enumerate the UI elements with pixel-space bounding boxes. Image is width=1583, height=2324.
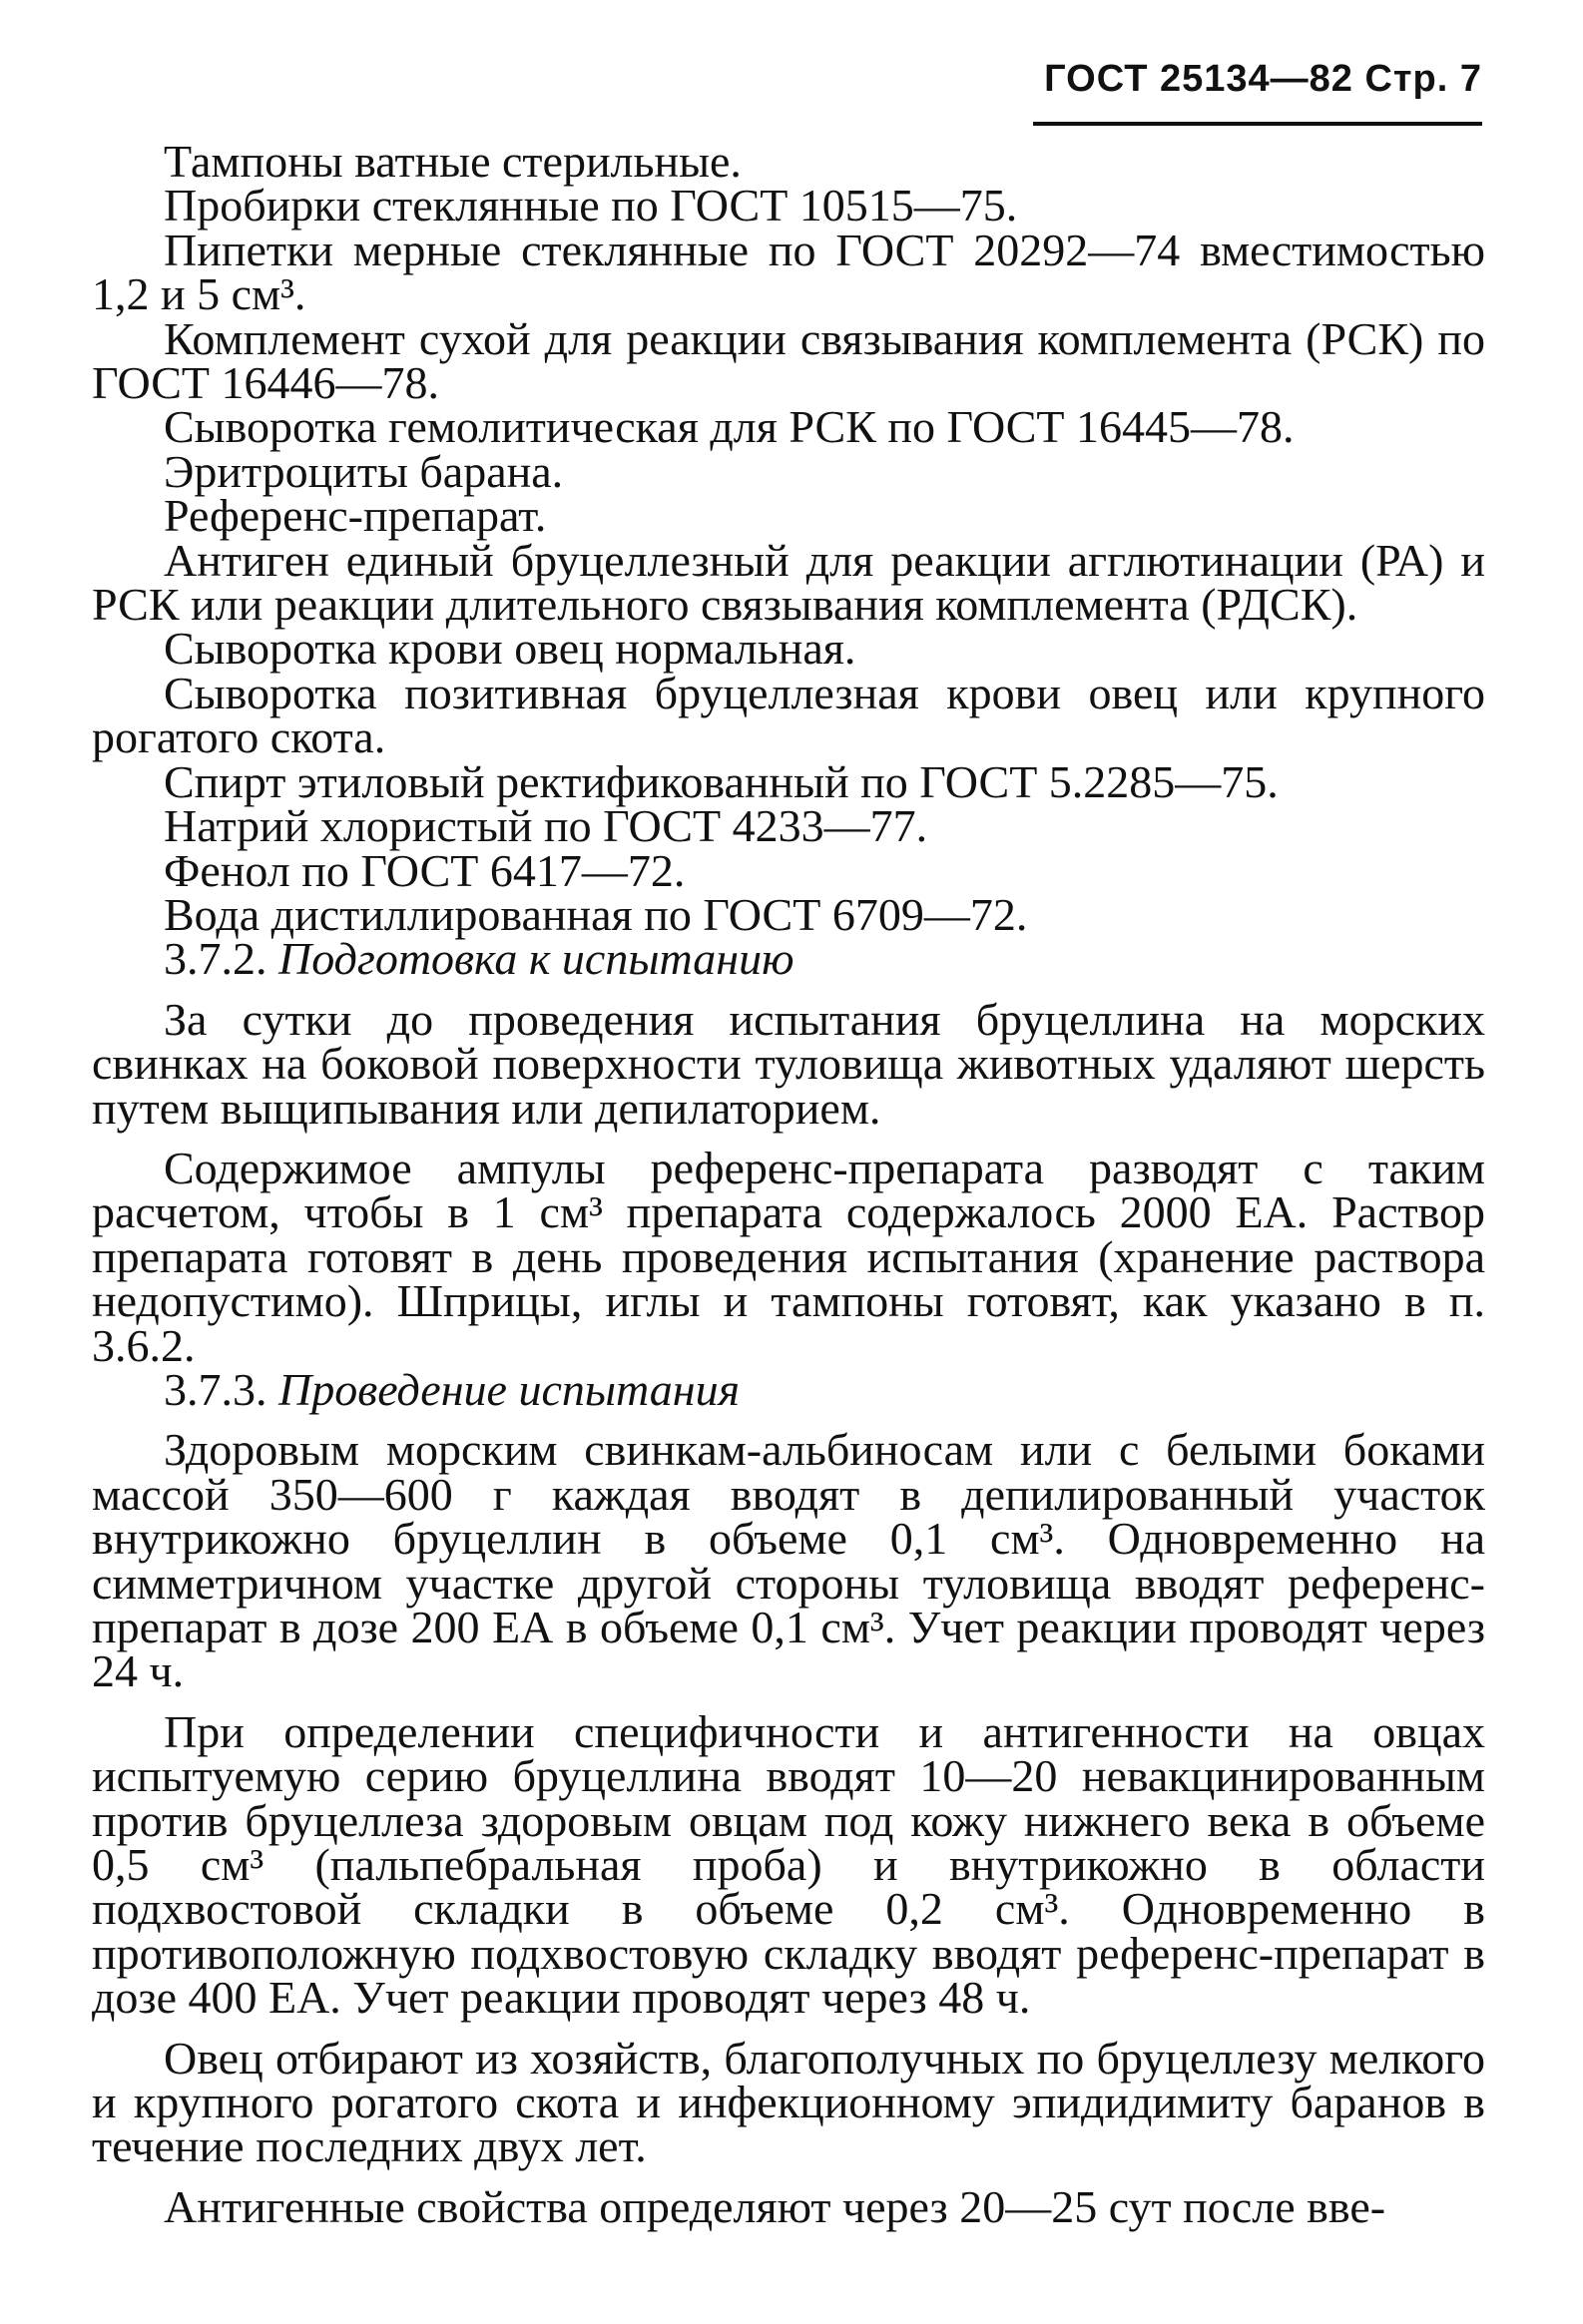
section-title: Проведение испытания bbox=[278, 1363, 740, 1415]
paragraph: При определении специфичности и антигенности на овцах испытуемую серию бруцеллина вводят 10—20 невакцинированным против бруцеллеза здоровым овцам под кожу нижнего века в объеме 0,5 см³ (пальпебральная проба) и внутрикожно в области подхвостовой складки в объеме 0,2 см³. Одновременно в противоположную подхвостовую складку вводят референс-препарат в дозе 400 ЕА. Учет реакции проводят через 48 ч. bbox=[92, 1705, 1485, 2024]
section-number: 3.7.3. bbox=[164, 1363, 267, 1415]
materials-list-item: Антиген единый бруцеллезный для реакции агглютинации (РА) и РСК или реакции длительного связывания комплемента (РДСК). bbox=[92, 534, 1485, 631]
materials-list-item: Референс-препарат. bbox=[164, 490, 547, 542]
section-number: 3.7.2. bbox=[164, 933, 267, 985]
materials-list-item: Тампоны ватные стерильные. bbox=[164, 136, 742, 187]
materials-list-item: Сыворотка крови овец нормальная. bbox=[164, 623, 856, 675]
section-heading-3-7-3 bbox=[92, 1363, 1485, 1415]
section-title: Подготовка к испытанию bbox=[278, 933, 794, 985]
materials-list-item: Эритроциты барана. bbox=[164, 445, 564, 497]
materials-list-item: Пипетки мерные стеклянные по ГОСТ 20292—74 вместимостью 1,2 и 5 см³. bbox=[92, 224, 1485, 320]
materials-list-item: Пробирки стеклянные по ГОСТ 10515—75. bbox=[164, 180, 1018, 232]
materials-list-item: Комплемент сухой для реакции связывания комплемента (РСК) по ГОСТ 16446—78. bbox=[92, 312, 1485, 409]
materials-list-item: Спирт этиловый ректификованный по ГОСТ 5.2285—75. bbox=[164, 755, 1279, 807]
paragraph: Здоровым морским свинкам-альбиносам или с белыми боками массой 350—600 г каждая вводят в депилированный участок внутрикожно бруцеллин в объеме 0,1 см³. Одновременно на симметричном участке другой стороны туловища вводят референс-препарат в дозе 200 ЕА в объеме 0,1 см³. Учет реакции проводят через 24 ч. bbox=[92, 1424, 1485, 1697]
document-body bbox=[92, 136, 1485, 2232]
page-header: ГОСТ 25134—82 Стр. 7 bbox=[1044, 58, 1482, 100]
materials-list bbox=[92, 136, 1485, 940]
header-rule bbox=[1033, 122, 1482, 126]
materials-list-item: Сыворотка гемолитическая для РСК по ГОСТ 16445—78. bbox=[164, 401, 1295, 453]
materials-list-item: Сыворотка позитивная бруцеллезная крови овец или крупного рогатого скота. bbox=[92, 667, 1485, 763]
paragraph: Антигенные свойства определяют через 20—25 сут после вве- bbox=[164, 2180, 1386, 2232]
materials-list-item: Натрий хлористый по ГОСТ 4233—77. bbox=[164, 800, 928, 852]
materials-list-item: Вода дистиллированная по ГОСТ 6709—72. bbox=[164, 888, 1028, 940]
paragraph: Овец отбирают из хозяйств, благополучных по бруцеллезу мелкого и крупного рогатого скота и инфекционному эпидидимиту баранов в течение последних двух лет. bbox=[92, 2032, 1485, 2172]
materials-list-item: Фенол по ГОСТ 6417—72. bbox=[164, 844, 686, 896]
section-heading-3-7-2 bbox=[92, 933, 1485, 985]
paragraph: За сутки до проведения испытания бруцеллина на морских свинках на боковой поверхности туловища животных удаляют шерсть путем выщипывания или депилаторием. bbox=[92, 993, 1485, 1134]
paragraph: Содержимое ампулы референс-препарата разводят с таким расчетом, чтобы в 1 см³ препарата содержалось 2000 ЕА. Раствор препарата готовят в день проведения испытания (хранение раствора недопустимо). Шприцы, иглы и тампоны готовят, как указано в п. 3.6.2. bbox=[92, 1142, 1485, 1371]
